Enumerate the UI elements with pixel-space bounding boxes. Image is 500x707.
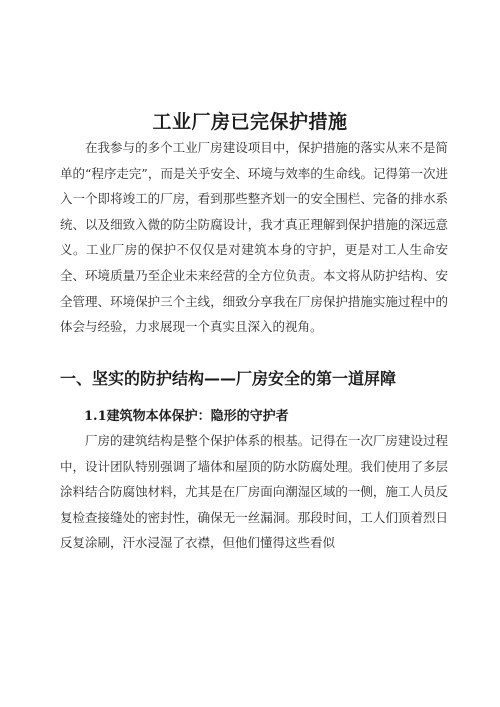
- subsection-title: 建筑物本体保护：隐形的守护者: [106, 409, 289, 424]
- page-title: 工业厂房已完保护措施: [152, 110, 348, 133]
- subsection-number: 1.1: [84, 409, 107, 424]
- intro-paragraph: 在我参与的多个工业厂房建设项目中，保护措施的落实从来不是简单的“程序走完”，而是关乎安全、环境与效率的生命线。记得第一次进入一个即将竣工的厂房，看到那些整齐划一的安全围栏、完备的排水系统、以及细致入微的防尘防腐设计，我才真正理解到保护措施的深远意义。工业厂房的保护不仅仅是对建筑本身的守护，更是对工人生命安全、环境质量乃至企业未来经营的全方位负责。本文将从防护结构、安全管理、环境保护三个主线，细致分享我在厂房保护措施实施过程中的体会与经验，力求展现一个真实且深入的视角。: [60, 140, 448, 335]
- body-paragraph: 厂房的建筑结构是整个保护体系的根基。记得在一次厂房建设过程中，设计团队特别强调了墙体和屋顶的防水防腐处理。我们使用了多层涂料结合防腐蚀材料，尤其是在厂房面向潮湿区域的一侧，施工人员反复检查接缝处的密封性，确保无一丝漏洞。那段时间，工人们顶着烈日反复涂刷，汗水浸湿了衣襟，但他们懂得这些看似: [60, 433, 448, 551]
- subsection-heading: [84, 405, 289, 424]
- section-heading: 一、坚实的防护结构——厂房安全的第一道屏障: [60, 369, 397, 388]
